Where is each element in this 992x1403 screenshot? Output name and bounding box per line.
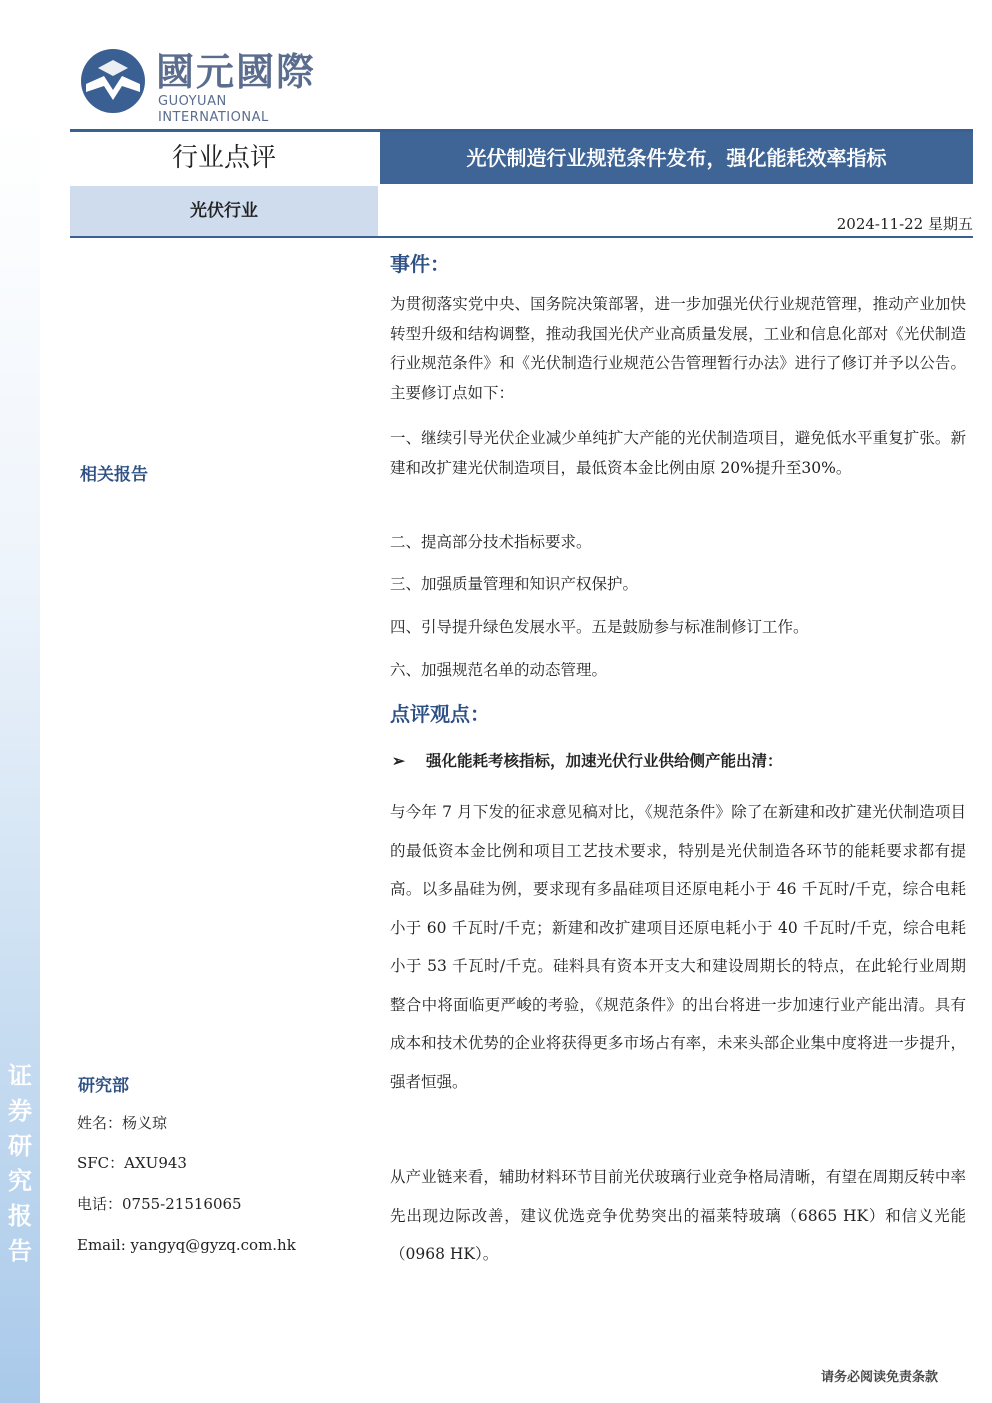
report-date: 2024-11-22 星期五 [836,215,973,233]
header-bottom-rule [70,236,973,238]
sector-label: 光伏行业 [70,186,378,236]
event-intro: 为贯彻落实党中央、国务院决策部署，进一步加强光伏行业规范管理，推动产业加快转型升级和结构调整，推动我国光伏产业高质量发展，工业和信息化部对《光伏制造行业规范条件》和《光伏制造行业规范公告管理暂行办法》进行了修订并予以公告。主要修订点如下： [390,295,966,402]
analyst-email: Email: yangyq@gyzq.com.hk [77,1236,296,1254]
event-point-2: 二、提高部分技术指标要求。 [390,533,592,551]
review-bullet [392,749,783,771]
analyst-sfc: SFC：AXU943 [77,1154,187,1172]
arrow-bullet-icon: ➢ [392,751,405,770]
research-dept-heading: 研究部 [78,1076,129,1096]
analyst-phone: 电话：0755-21516065 [77,1195,242,1213]
event-point-6: 六、加强规范名单的动态管理。 [390,661,608,679]
company-logo [78,46,338,125]
review-heading: 点评观点： [390,702,490,726]
report-title: 光伏制造行业规范条件发布，强化能耗效率指标 [380,132,973,184]
vertical-report-label: 证券研究报告 [8,1061,32,1265]
disclaimer-note: 请务必阅读免责条款 [820,1370,938,1385]
report-type: 行业点评 [171,143,276,173]
event-point-4: 四、引导提升绿色发展水平。五是鼓励参与标准制修订工作。 [390,618,809,636]
related-reports-heading: 相关报告 [80,465,148,485]
analyst-name: 姓名：杨义琼 [77,1114,168,1132]
review-bullet-text: 强化能耗考核指标，加速光伏行业供给侧产能出清： [426,751,783,770]
logo-chinese-name: 國元國際 [156,50,317,94]
review-paragraph-1: 与今年 7 月下发的征求意见稿对比，《规范条件》除了在新建和改扩建光伏制造项目的最低资本金比例和项目工艺技术要求，特别是光伏制造各环节的能耗要求都有提高。以多晶硅为例，要求现有多晶硅项目还原电耗小于 46 千瓦时/千克，综合电耗小于 60 千瓦时/千克；新建和改扩建项目还原电耗小于 40 千瓦时/千克，综合电耗小于 53 千瓦时/千克。硅料具有资本开支大和建设周期长的特点，在此轮行业周期整合中将面临更严峻的考验，《规范条件》的出台将进一步加速行业产能出清。具有成本和技术优势的企业将获得更多市场占有率，未来头部企业集中度将进一步提升，强者恒强。 [390,803,966,1091]
review-paragraph-2: 从产业链来看，辅助材料环节目前光伏玻璃行业竞争格局清晰，有望在周期反转中率先出现边际改善，建议优选竞争优势突出的福莱特玻璃（6865 HK）和信义光能（0968 HK）。 [390,1168,966,1263]
event-point-3: 三、加强质量管理和知识产权保护。 [390,575,639,593]
event-point-1: 一、继续引导光伏企业减少单纯扩大产能的光伏制造项目，避免低水平重复扩张。新建和改扩建光伏制造项目，最低资本金比例由原 20%提升至30%。 [390,429,966,477]
logo-mark-icon [78,46,148,116]
event-heading: 事件： [390,252,450,276]
logo-english-name: GUOYUAN INTERNATIONAL [158,94,269,125]
